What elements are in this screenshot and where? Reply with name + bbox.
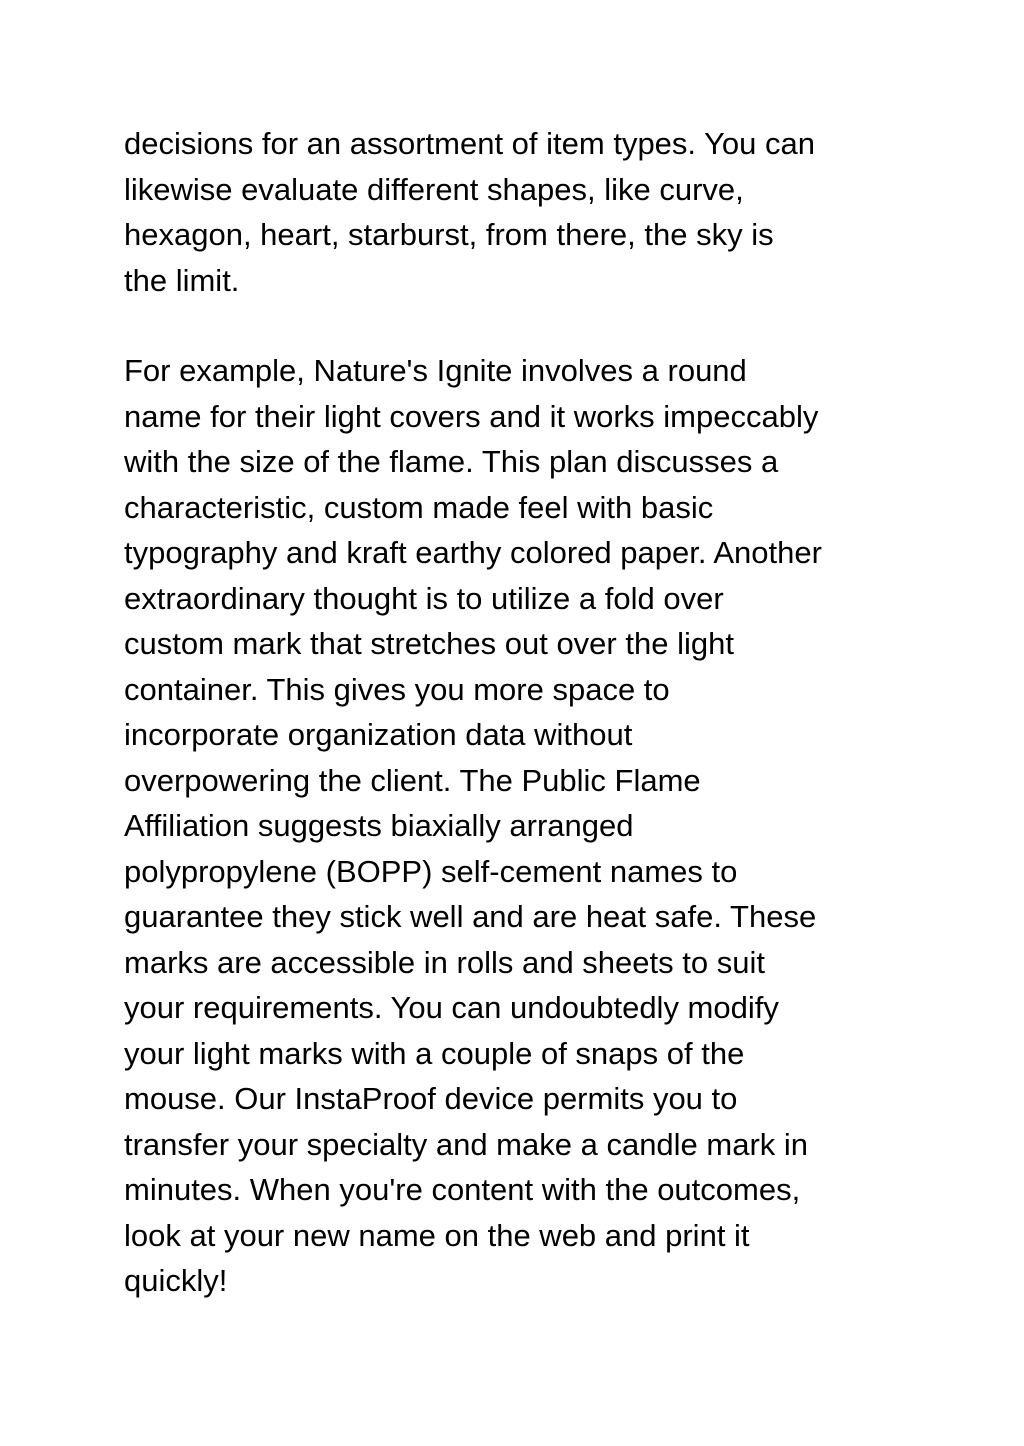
text-line: container. This gives you more space to (124, 671, 670, 707)
text-line: typography and kraft earthy colored paper. Another (124, 535, 822, 570)
text-line: name for their light covers and it works impeccably (124, 398, 819, 434)
paragraph (124, 121, 924, 303)
text-line: mouse. Our InstaProof device permits you to (124, 1081, 738, 1116)
text-line: the limit. (124, 262, 240, 298)
text-line: guarantee they stick well and are heat safe. These (124, 899, 817, 934)
text-line: extraordinary thought is to utilize a fold over (124, 580, 724, 616)
text-line: likewise evaluate different shapes, like curve, (124, 171, 744, 207)
text-line: custom mark that stretches out over the light (124, 626, 734, 661)
text-line: polypropylene (BOPP) self-cement names to (124, 853, 738, 889)
text-line: your requirements. You can undoubtedly modify (124, 990, 779, 1025)
text-line: characteristic, custom made feel with basic (124, 489, 714, 525)
text-line: transfer your specialty and make a candle mark in (124, 1126, 809, 1162)
text-line: minutes. When you're content with the outcomes, (124, 1172, 801, 1207)
text-line: For example, Nature's Ignite involves a round (124, 353, 747, 388)
text-line: marks are accessible in rolls and sheets to suit (124, 944, 765, 980)
text-line: quickly! (124, 1263, 228, 1298)
text-line: Affiliation suggests biaxially arranged (124, 808, 634, 843)
text-line: incorporate organization data without (124, 717, 633, 752)
text-line: overpowering the client. The Public Flame (124, 762, 701, 798)
text-line: hexagon, heart, starburst, from there, the sky is (124, 217, 774, 252)
text-line: your light marks with a couple of snaps of the (124, 1035, 745, 1071)
paragraph (124, 348, 924, 1304)
text-line: look at your new name on the web and print it (124, 1217, 750, 1253)
text-line: with the size of the flame. This plan discusses a (124, 444, 779, 479)
text-line: decisions for an assortment of item types. You can (124, 126, 815, 161)
